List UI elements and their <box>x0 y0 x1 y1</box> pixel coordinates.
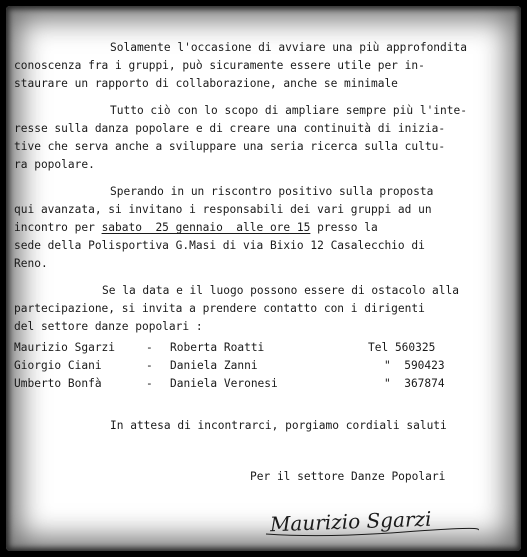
contact-sep: - <box>146 341 153 354</box>
p4-line-2: partecipazione, si invita a prendere contatto con i dirigenti <box>14 302 425 315</box>
p2-line-3: tive che serva anche a sviluppare una seria ricerca sulla cultu- <box>14 140 446 153</box>
contact-tel: Tel 560325 <box>368 341 436 354</box>
p1-line-1: Solamente l'occasione di avviare una più approfondita <box>110 41 467 54</box>
contact-name1: Giorgio Ciani <box>14 359 102 372</box>
p3-line-4: sede della Polisportiva G.Masi di via Bixio 12 Casalecchio di <box>14 239 425 252</box>
signature-text: Maurizio Sgarzi <box>269 506 432 537</box>
p2-line-2: resse sulla danza popolare e di creare una continuità di inizia- <box>14 122 446 135</box>
closing-greeting: In attesa di incontrarci, porgiamo cordiali saluti <box>110 419 447 432</box>
contact-tel: " 367874 <box>384 377 445 390</box>
p1-line-2: conoscenza fra i gruppi, può sicuramente essere utile per in- <box>14 59 425 72</box>
meeting-date: sabato 25 gennaio alle ore 15 <box>101 221 311 234</box>
p2-line-4: ra popolare. <box>14 158 95 171</box>
p2-line-1: Tutto ciò con lo scopo di ampliare sempre più l'inte- <box>110 104 467 117</box>
p1-line-3: staurare un rapporto di collaborazione, anche se minimale <box>14 77 398 90</box>
contact-sep: - <box>146 377 153 390</box>
p3-line-3 <box>14 221 378 235</box>
p3-line-5: Reno. <box>14 257 48 270</box>
contact-name2: Roberta Roatti <box>170 341 265 354</box>
p4-line-1: Se la data e il luogo possono essere di ostacolo alla <box>102 284 459 297</box>
letter-page <box>6 6 521 551</box>
p3-line-2: qui avanzata, si invitano i responsabili dei vari gruppi ad un <box>14 203 432 216</box>
handwritten-signature <box>264 494 484 544</box>
contact-name1: Maurizio Sgarzi <box>14 341 116 354</box>
contact-name2: Daniela Zanni <box>170 359 258 372</box>
contact-name2: Daniela Veronesi <box>170 377 278 390</box>
p4-line-3: del settore danze popolari : <box>14 320 203 333</box>
signoff-label: Per il settore Danze Popolari <box>250 470 446 483</box>
p3-line-3-pre: incontro per <box>14 221 102 234</box>
contact-tel: " 590423 <box>384 359 445 372</box>
contact-name1: Umberto Bonfà <box>14 377 102 390</box>
contact-sep: - <box>146 359 153 372</box>
p3-line-3-post: presso la <box>310 221 378 234</box>
p3-line-1: Sperando in un riscontro positivo sulla proposta <box>110 185 434 198</box>
